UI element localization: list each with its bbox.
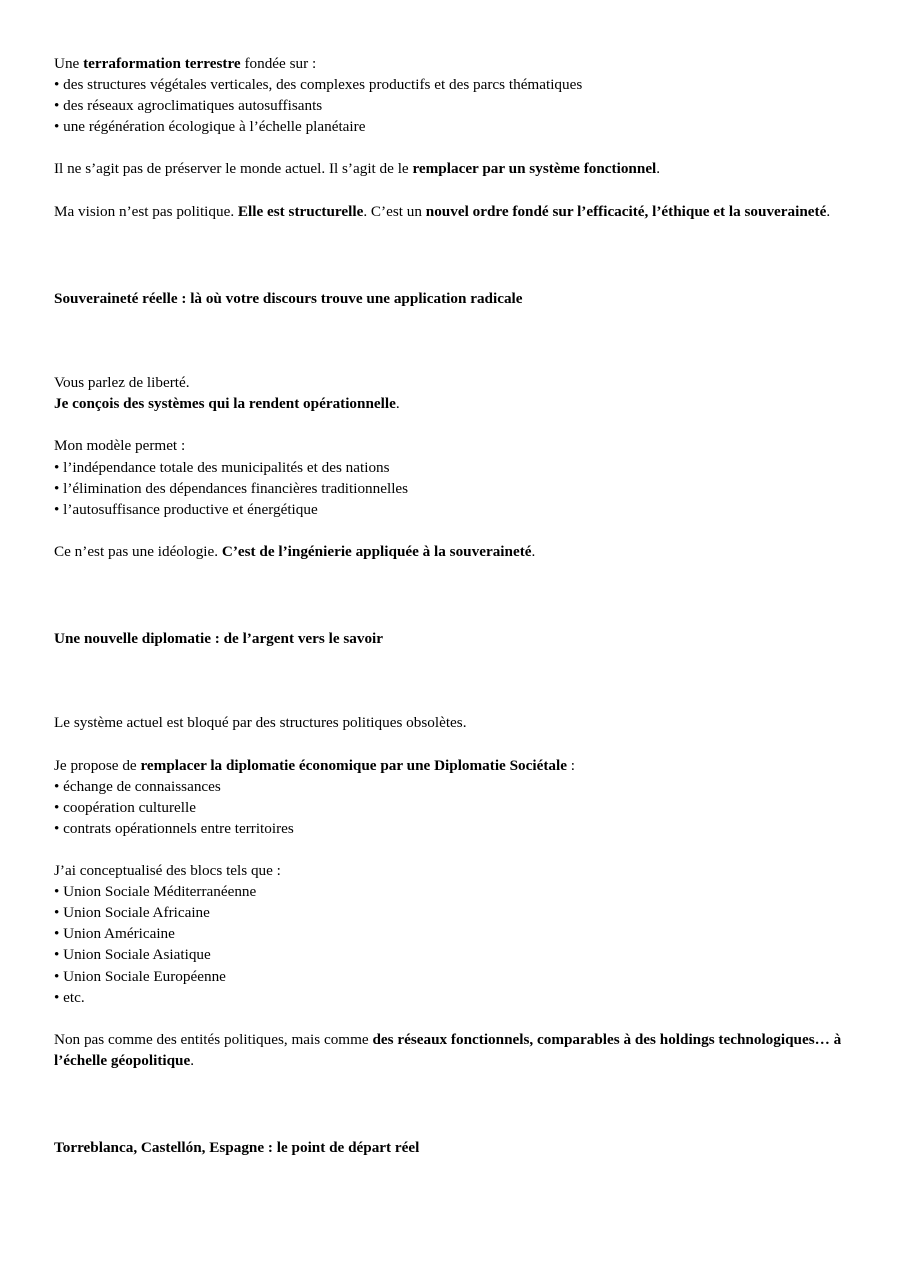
text-run: • une régénération écologique à l’échelle planétaire [54, 118, 366, 136]
text-line [54, 435, 854, 456]
text-run: Le système actuel est bloqué par des structures politiques obsolètes. [54, 714, 467, 732]
bullet-item [54, 74, 854, 95]
paragraph [54, 541, 854, 562]
text-line [54, 372, 854, 393]
text-run: . [395, 395, 400, 413]
text-run: • Union Sociale Africaine [54, 904, 210, 922]
text-line [54, 860, 854, 881]
text-run: . C’est un [363, 202, 426, 220]
section-heading [54, 628, 854, 649]
bold-text-run: des réseaux fonctionnels, comparables à des holdings technologiques… à l’échelle géopolitique [54, 1030, 842, 1069]
text-run: Vous parlez de liberté. [54, 374, 190, 392]
bullet-item [54, 797, 854, 818]
text-run: • Union Sociale Européenne [54, 967, 226, 985]
text-run: . [190, 1051, 195, 1069]
text-run: . [531, 542, 536, 560]
bullet-item [54, 499, 854, 520]
paragraph [54, 1029, 854, 1071]
text-run: . [656, 160, 661, 178]
bold-text-run: remplacer par un système fonctionnel [412, 160, 657, 178]
text-run: : [566, 756, 575, 774]
text-line [54, 201, 854, 222]
text-run: • des structures végétales verticales, des complexes productifs et des parcs thématiques [54, 76, 583, 94]
bold-text-run: nouvel ordre fondé sur l’efficacité, l’éthique et la souveraineté [425, 202, 827, 220]
bold-text-run: Une nouvelle diplomatie : de l’argent vers le savoir [54, 629, 384, 647]
bullet-item [54, 478, 854, 499]
bold-text-run: Elle est structurelle [237, 202, 364, 220]
text-run: • Union Américaine [54, 925, 175, 943]
bold-text-run: Souveraineté réelle : là où votre discours trouve une application radicale [54, 289, 523, 307]
text-run: Je propose de [54, 756, 141, 774]
document-text-body [54, 53, 854, 1158]
text-run: fondée sur : [240, 55, 317, 72]
text-run: • contrats opérationnels entre territoires [54, 819, 294, 837]
text-line [54, 53, 854, 74]
text-run: • coopération culturelle [54, 798, 196, 816]
bullet-item [54, 457, 854, 478]
text-run: • des réseaux agroclimatiques autosuffisants [54, 97, 323, 115]
text-run: Une [54, 55, 84, 72]
text-line [54, 158, 854, 179]
bold-text-run: Torreblanca, Castellón, Espagne : le point de départ réel [54, 1138, 420, 1156]
text-line [54, 712, 854, 733]
text-run: Non pas comme des entités politiques, mais comme [54, 1030, 373, 1048]
bullet-item [54, 818, 854, 839]
section-heading [54, 288, 854, 309]
bullet-item [54, 923, 854, 944]
bullet-item [54, 987, 854, 1008]
paragraph [54, 435, 854, 519]
text-run: . [826, 202, 831, 220]
text-line [54, 288, 854, 309]
bold-text-run: C’est de l’ingénierie appliquée à la souveraineté [221, 542, 532, 560]
bold-text-run: Je conçois des systèmes qui la rendent opérationnelle [54, 395, 396, 413]
bullet-item [54, 116, 854, 137]
paragraph [54, 860, 854, 1008]
text-run: • Union Sociale Asiatique [54, 946, 211, 964]
text-line [54, 1029, 854, 1071]
bullet-item [54, 944, 854, 965]
text-run: • échange de connaissances [54, 777, 221, 795]
text-run: Ma vision n’est pas politique. [54, 202, 238, 220]
text-run: Il ne s’agit pas de préserver le monde actuel. Il s’agit de le [54, 160, 413, 178]
paragraph [54, 712, 854, 733]
text-line [54, 393, 854, 414]
bold-text-run: remplacer la diplomatie économique par une Diplomatie Sociétale [140, 756, 567, 774]
bullet-item [54, 902, 854, 923]
paragraph [54, 372, 854, 414]
paragraph [54, 201, 854, 222]
text-run: • etc. [54, 988, 85, 1006]
text-run: • l’autosuffisance productive et énergétique [54, 500, 318, 518]
bold-text-run: terraformation terrestre [83, 55, 241, 72]
text-line [54, 1137, 854, 1158]
bullet-item [54, 966, 854, 987]
text-line [54, 541, 854, 562]
paragraph [54, 158, 854, 179]
paragraph [54, 755, 854, 839]
section-heading [54, 1137, 854, 1158]
text-run: Ce n’est pas une idéologie. [54, 542, 222, 560]
text-run: • l’indépendance totale des municipalités et des nations [54, 458, 390, 476]
text-run: • Union Sociale Méditerranéenne [54, 883, 257, 901]
text-run: J’ai conceptualisé des blocs tels que : [54, 862, 281, 880]
text-run: Mon modèle permet : [54, 437, 186, 455]
bullet-item [54, 881, 854, 902]
text-line [54, 755, 854, 776]
text-line [54, 628, 854, 649]
bullet-item [54, 95, 854, 116]
bullet-item [54, 776, 854, 797]
paragraph [54, 53, 854, 137]
text-run: • l’élimination des dépendances financières traditionnelles [54, 479, 409, 497]
